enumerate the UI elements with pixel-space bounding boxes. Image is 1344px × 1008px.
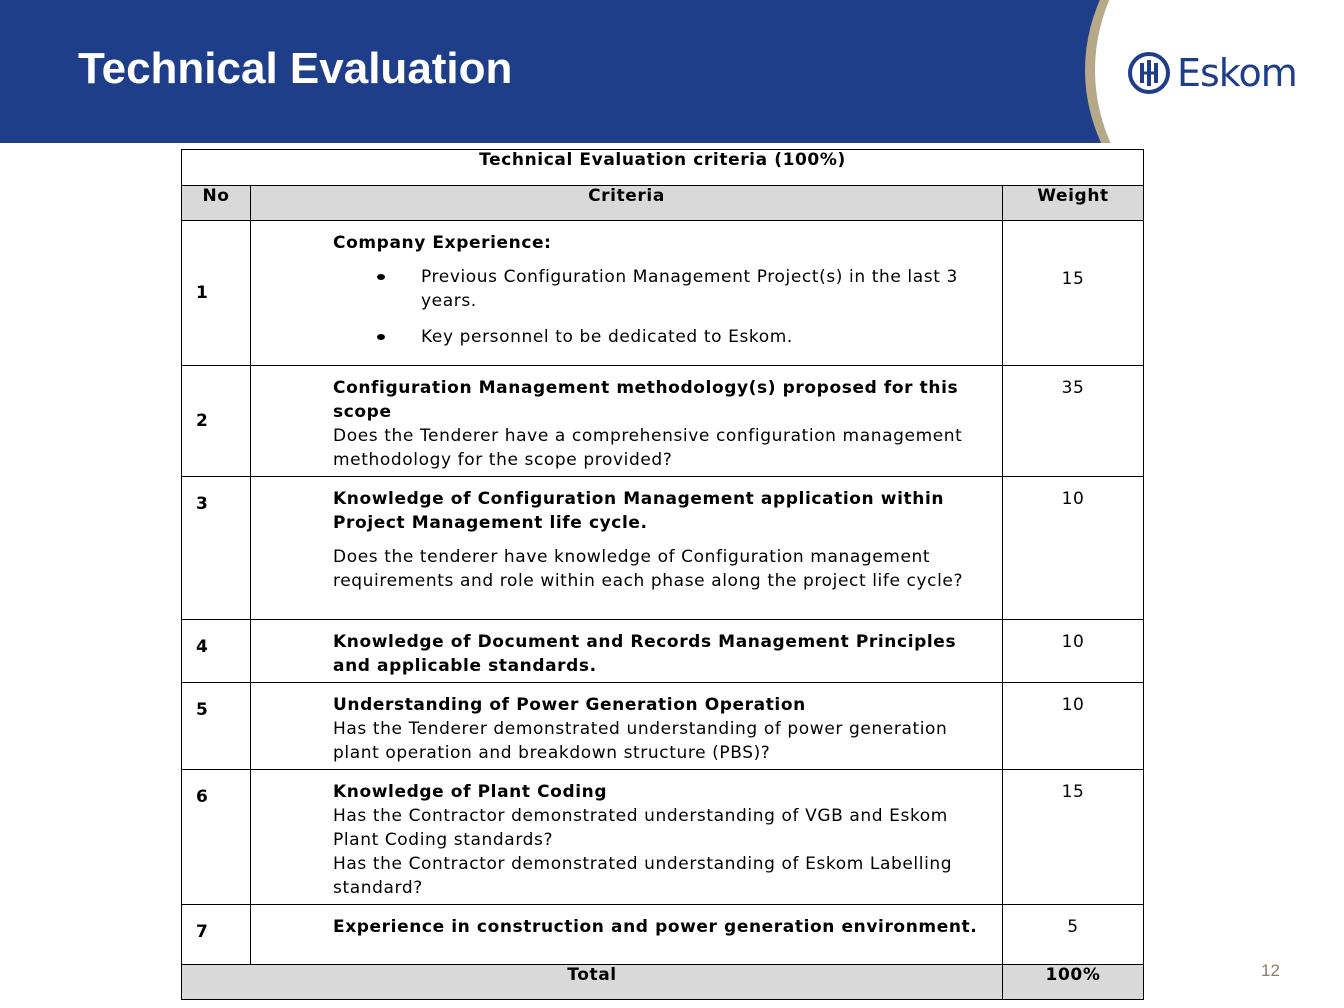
row-number: 5 [182, 683, 251, 770]
criteria-cell [251, 683, 1003, 770]
eskom-emblem-icon [1127, 51, 1171, 95]
criteria-text: Has the Tenderer demonstrated understanding of power generation plant operation and breakdown structure (PBS)? [333, 719, 948, 763]
criteria-cell [251, 221, 1003, 366]
criteria-heading: Knowledge of Document and Records Management Principles and applicable standards. [333, 632, 957, 676]
row-number: 7 [182, 905, 251, 965]
weight-cell: 10 [1003, 477, 1144, 620]
criteria-heading: Knowledge of Plant Coding [333, 782, 608, 802]
table-caption: Technical Evaluation criteria (100%) [182, 150, 1144, 186]
row-number: 4 [182, 620, 251, 683]
logo-text: Eskom [1177, 51, 1297, 95]
page-number: 12 [1261, 961, 1280, 980]
weight-cell: 5 [1003, 905, 1144, 965]
list-item: Key personnel to be dedicated to Eskom. [421, 325, 986, 349]
weight-cell: 15 [1003, 221, 1144, 366]
slide-header [0, 0, 1344, 143]
column-header-no: No [182, 186, 251, 221]
criteria-cell [251, 620, 1003, 683]
table-row [182, 770, 1144, 905]
slide-title: Technical Evaluation [78, 44, 513, 93]
table-row [182, 683, 1144, 770]
list-item: Previous Configuration Management Project(s) in the last 3 years. [421, 265, 986, 313]
row-number: 2 [182, 366, 251, 477]
row-number: 6 [182, 770, 251, 905]
eskom-logo [1127, 51, 1297, 95]
total-label: Total [182, 965, 1003, 1000]
total-weight: 100% [1003, 965, 1144, 1000]
criteria-text: Does the Tenderer have a comprehensive configuration management methodology for the scope provided? [333, 426, 963, 470]
weight-cell: 15 [1003, 770, 1144, 905]
criteria-heading: Experience in construction and power generation environment. [333, 917, 978, 937]
criteria-cell [251, 770, 1003, 905]
row-number: 1 [182, 221, 251, 366]
column-header-criteria: Criteria [251, 186, 1003, 221]
criteria-cell [251, 905, 1003, 965]
row-number: 3 [182, 477, 251, 620]
table-row [182, 620, 1144, 683]
weight-cell: 10 [1003, 620, 1144, 683]
weight-cell: 10 [1003, 683, 1144, 770]
criteria-heading: Knowledge of Configuration Management application within Project Management life cycle. [333, 489, 945, 533]
criteria-heading: Understanding of Power Generation Operation [333, 695, 806, 715]
criteria-heading: Configuration Management methodology(s) proposed for this scope [333, 378, 959, 422]
criteria-cell [251, 477, 1003, 620]
criteria-text-2: Has the Contractor demonstrated understanding of Eskom Labelling standard? [333, 854, 953, 898]
criteria-table [181, 149, 1144, 1000]
table-caption-row [182, 150, 1144, 186]
weight-cell: 35 [1003, 366, 1144, 477]
criteria-cell [251, 366, 1003, 477]
criteria-text: Does the tenderer have knowledge of Configuration management requirements and role within each phase along the project life cycle? [333, 547, 964, 591]
table-row [182, 905, 1144, 965]
table-row [182, 366, 1144, 477]
table-row [182, 477, 1144, 620]
criteria-text: Has the Contractor demonstrated understanding of VGB and Eskom Plant Coding standards? [333, 806, 948, 850]
column-header-weight: Weight [1003, 186, 1144, 221]
table-header-row [182, 186, 1144, 221]
criteria-heading: Company Experience: [333, 233, 552, 253]
table-row [182, 221, 1144, 366]
total-row [182, 965, 1144, 1000]
criteria-bullet-list [333, 265, 986, 349]
